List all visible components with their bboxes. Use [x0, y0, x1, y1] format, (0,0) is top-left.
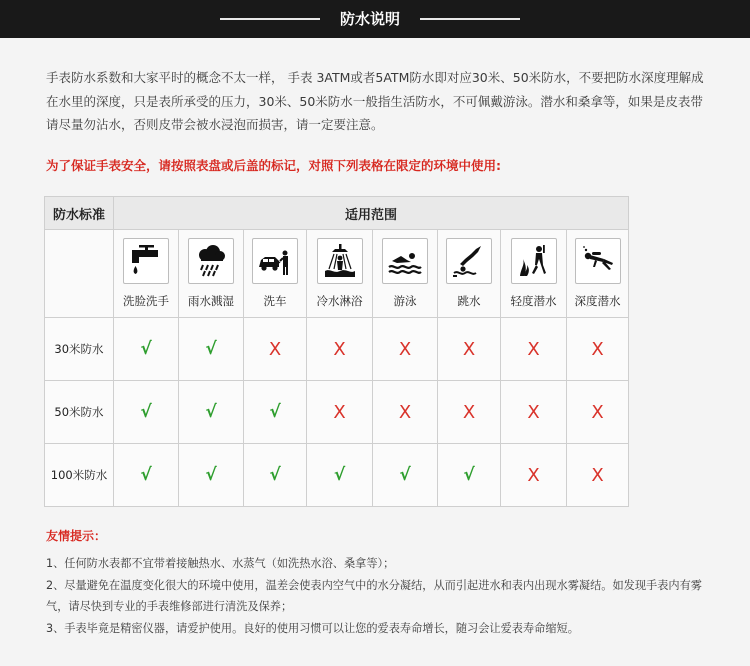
activity-label: 雨水溅湿	[188, 294, 234, 308]
result-cell: X	[438, 318, 501, 381]
activity-label: 轻度潜水	[510, 294, 557, 308]
row-label: 100米防水	[45, 444, 114, 507]
diving-icon	[446, 238, 492, 284]
car-wash-icon	[252, 238, 298, 284]
banner-left-rule	[220, 18, 320, 20]
result-cell: X	[501, 381, 567, 444]
result-cell: √	[114, 381, 179, 444]
tip-item: 3、手表毕竟是精密仪器，请爱护使用。良好的使用习惯可以让您的爱表寿命增长，随习会让爱表寿命缩短。	[46, 621, 579, 635]
activity-label: 跳水	[457, 294, 481, 308]
result-cell: X	[307, 381, 373, 444]
safety-warning: 为了保证手表安全，请按照表盘或后盖的标记，对照下列表格在限定的环境中使用:	[46, 158, 502, 173]
page-title: 防水说明	[339, 10, 400, 28]
activity-label: 冷水淋浴	[316, 294, 363, 308]
header-standard: 防水标准	[45, 197, 114, 230]
activity-label: 洗车	[263, 294, 287, 308]
result-cell: X	[373, 381, 438, 444]
activity-cell	[567, 230, 629, 318]
result-cell: √	[179, 444, 244, 507]
result-cell: X	[501, 444, 567, 507]
activity-cell	[438, 230, 501, 318]
result-cell: √	[244, 444, 307, 507]
header-scope: 适用范围	[114, 197, 629, 230]
tips-list	[46, 553, 710, 639]
rain-cloud-icon	[188, 238, 234, 284]
activity-cell	[179, 230, 244, 318]
result-cell: X	[438, 381, 501, 444]
result-cell: X	[307, 318, 373, 381]
tips-title: 友情提示：	[46, 529, 107, 543]
row-label: 50米防水	[45, 381, 114, 444]
blank-corner-cell	[45, 230, 114, 318]
activity-cell	[307, 230, 373, 318]
tip-item: 2、尽量避免在温度变化很大的环境中使用，温差会使表内空气中的水分凝结，从而引起进水和表内出现水雾凝结。如发现手表内有雾气，请尽快到专业的手表维修部进行清洗及保养；	[46, 578, 702, 613]
activity-label: 深度潜水	[574, 294, 621, 308]
result-cell: √	[244, 381, 307, 444]
snorkel-diver-icon	[511, 238, 557, 284]
result-cell: X	[567, 444, 629, 507]
result-cell: X	[501, 318, 567, 381]
result-cell: √	[179, 318, 244, 381]
banner-right-rule	[420, 18, 520, 20]
shower-icon	[317, 238, 363, 284]
result-cell: √	[179, 381, 244, 444]
tip-item: 1、任何防水表都不宜带着接触热水、水蒸气（如洗热水浴、桑拿等）；	[46, 557, 395, 570]
intro-paragraph: 手表防水系数和大家平时的概念不太一样， 手表 3ATM或者5ATM防水即对应30米、50米防水，不要把防水深度理解成在水里的深度，只是表所承受的压力，30米、50米防水一般指生活防水，不可佩戴游泳。潜水和桑拿等，如果是皮表带请尽量勿沾水，否则皮带会被水浸泡而损害，请一定要注意。	[46, 70, 704, 132]
table-row	[45, 444, 629, 507]
result-cell: √	[307, 444, 373, 507]
activity-label: 游泳	[393, 294, 417, 308]
swimming-icon	[382, 238, 428, 284]
result-cell: √	[373, 444, 438, 507]
top-banner	[0, 0, 750, 38]
result-cell: X	[373, 318, 438, 381]
row-label: 30米防水	[45, 318, 114, 381]
result-cell: X	[567, 318, 629, 381]
scuba-diver-icon	[575, 238, 621, 284]
activity-cell	[501, 230, 567, 318]
waterproof-table	[44, 196, 629, 507]
table-row	[45, 381, 629, 444]
result-cell: √	[114, 318, 179, 381]
result-cell: √	[114, 444, 179, 507]
result-cell: X	[244, 318, 307, 381]
activity-cell	[244, 230, 307, 318]
activity-label: 洗脸洗手	[123, 294, 169, 308]
activity-cell	[373, 230, 438, 318]
activity-cell	[114, 230, 179, 318]
table-row	[45, 318, 629, 381]
result-cell: √	[438, 444, 501, 507]
result-cell: X	[567, 381, 629, 444]
faucet-icon	[123, 238, 169, 284]
